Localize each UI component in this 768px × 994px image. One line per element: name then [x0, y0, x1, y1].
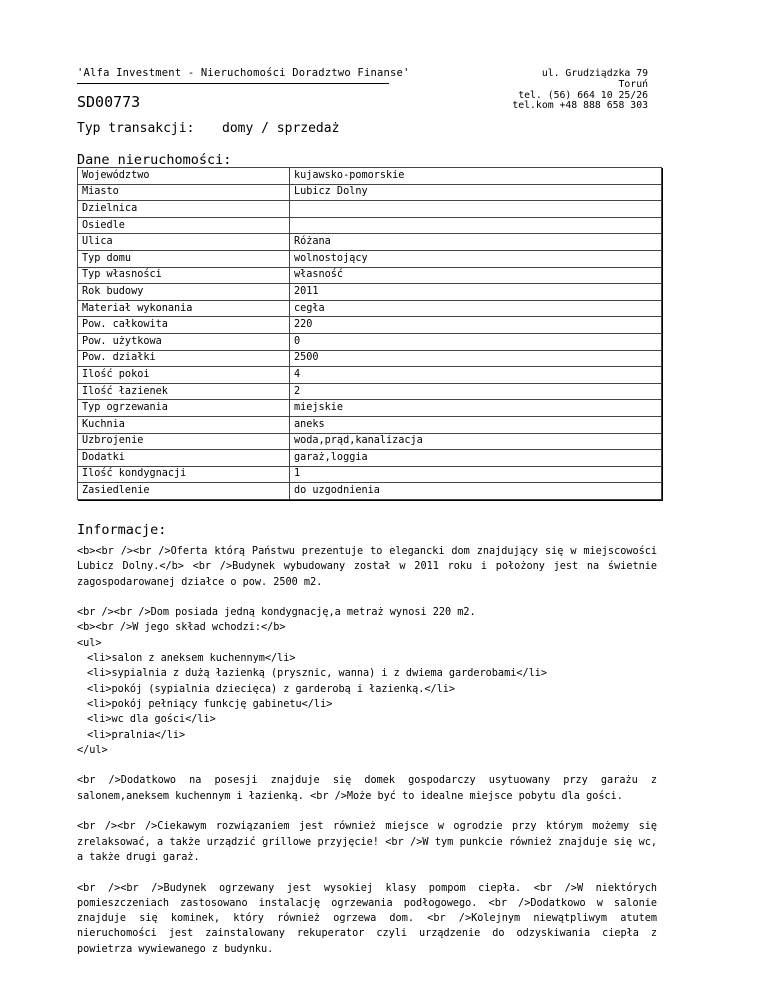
property-value — [290, 217, 662, 234]
property-value: Różana — [290, 234, 662, 251]
paragraph-spacer — [77, 865, 657, 880]
property-value: 0 — [290, 333, 662, 350]
table-row — [78, 483, 662, 500]
property-key: Województwo — [78, 168, 290, 185]
info-section-title: Informacje: — [77, 522, 167, 538]
property-key: Kuchnia — [78, 416, 290, 433]
info-paragraph: <br /><br />Budynek ogrzewany jest wysokiej klasy pompom ciepła. <br />W niektórych pomieszczeniach zastosowano instalację ogrzewania podłogowego. <br />Dodatkowo w salonie znajduje się kominek, który również ogrzewa dom. <br />Kolejnym niewątpliwym atutem nieruchomości jest zainstalowany rekuperator czyli urządzenie do odzyskiwania ciepła z powietrza wywiewanego z budynku. — [77, 882, 657, 955]
info-paragraph: <br /><br />Ciekawym rozwiązaniem jest również miejsce w ogrodzie przy którym możemy się zrelaksować, a także urządzić grillowe przyjęcie! <br />W tym punkcie również znajduje się wc, a także drugi garaż. — [77, 821, 657, 863]
transaction-type — [77, 121, 340, 136]
property-value: Lubicz Dolny — [290, 184, 662, 201]
property-key: Ulica — [78, 234, 290, 251]
property-key: Ilość kondygnacji — [78, 466, 290, 483]
table-row — [78, 217, 662, 234]
property-value: wolnostojący — [290, 250, 662, 267]
agency-name: 'Alfa Investment - Nieruchomości Doradztwo Finanse' — [77, 67, 410, 79]
property-key: Osiedle — [78, 217, 290, 234]
transaction-value: domy / sprzedaż — [222, 121, 340, 136]
table-row — [78, 201, 662, 218]
table-row — [78, 333, 662, 350]
info-paragraph: <br />Dodatkowo na posesji znajduje się domek gospodarczy usytuowany przy garażu z salonem,aneksem kuchennym i łazienką. <br />Może być to idealne miejsce pobytu dla gości. — [77, 775, 657, 802]
info-paragraph: <b><br /><br />Oferta którą Państwu prezentuje to elegancki dom znajdujący się w miejscowości Lubicz Dolny.</b> <br />Budynek wybudowany został w 2011 roku i położony jest na świetnie zagospodarowanej działce o pow. 2500 m2. — [77, 546, 657, 588]
contact-block — [512, 69, 648, 112]
property-value: do uzgodnienia — [290, 483, 662, 500]
table-row — [78, 168, 662, 185]
property-value: garaż,loggia — [290, 450, 662, 467]
list-item-line: <li>wc dla gości</li> — [87, 714, 216, 726]
table-row — [78, 416, 662, 433]
list-item-line: <li>pralnia</li> — [87, 729, 186, 741]
paragraph-spacer — [77, 590, 657, 605]
table-row — [78, 234, 662, 251]
property-value: woda,prąd,kanalizacja — [290, 433, 662, 450]
table-row — [78, 367, 662, 384]
contact-address: ul. Grudziądzka 79 — [541, 68, 648, 79]
table-row — [78, 267, 662, 284]
listing-reference: SD00773 — [77, 93, 141, 111]
table-row — [78, 184, 662, 201]
property-key: Rok budowy — [78, 284, 290, 301]
property-value: 2 — [290, 383, 662, 400]
property-value: własność — [290, 267, 662, 284]
info-paragraph: </ul> — [77, 744, 108, 756]
table-row — [78, 466, 662, 483]
property-value: 1 — [290, 466, 662, 483]
header-divider — [77, 83, 389, 84]
property-key: Dodatki — [78, 450, 290, 467]
table-row — [78, 350, 662, 367]
table-row — [78, 400, 662, 417]
property-value: kujawsko-pomorskie — [290, 168, 662, 185]
info-paragraph: <ul> — [77, 637, 102, 649]
property-value: miejskie — [290, 400, 662, 417]
property-key: Typ własności — [78, 267, 290, 284]
property-key: Ilość pokoi — [78, 367, 290, 384]
property-value — [290, 201, 662, 218]
property-value: 220 — [290, 317, 662, 334]
contact-phone: tel. (56) 664 10 25/26 — [518, 89, 648, 101]
property-value: 2500 — [290, 350, 662, 367]
property-value: 2011 — [290, 284, 662, 301]
property-key: Pow. użytkowa — [78, 333, 290, 350]
property-value: aneks — [290, 416, 662, 433]
property-key: Miasto — [78, 184, 290, 201]
table-row — [78, 284, 662, 301]
contact-mobile: tel.kom +48 888 658 303 — [512, 100, 648, 112]
paragraph-spacer — [77, 758, 657, 773]
transaction-label: Typ transakcji: — [77, 121, 195, 136]
list-item-line: <li>pokój (sypialnia dziecięca) z garderobą i łazienką.</li> — [87, 683, 456, 695]
table-row — [78, 450, 662, 467]
property-key: Typ ogrzewania — [78, 400, 290, 417]
info-paragraph: <b><br />W jego skład wchodzi:</b> — [77, 622, 286, 634]
info-paragraph: <br /><br />Dom posiada jedną kondygnację,a metraż wynosi 220 m2. — [77, 607, 476, 619]
table-row — [78, 383, 662, 400]
property-key: Uzbrojenie — [78, 433, 290, 450]
property-value: 4 — [290, 367, 662, 384]
list-item-line: <li>sypialnia z dużą łazienką (prysznic, wanna) i z dwiema garderobami</li> — [87, 668, 548, 680]
contact-city: Toruń — [618, 78, 648, 90]
property-key: Zasiedlenie — [78, 483, 290, 500]
property-key: Typ domu — [78, 250, 290, 267]
property-key: Ilość łazienek — [78, 383, 290, 400]
property-key: Materiał wykonania — [78, 300, 290, 317]
info-body — [77, 544, 657, 957]
table-row — [78, 300, 662, 317]
paragraph-spacer — [77, 804, 657, 819]
property-key: Dzielnica — [78, 201, 290, 218]
list-item-line: <li>pokój pełniący funkcję gabinetu</li> — [87, 698, 333, 710]
property-table — [77, 167, 662, 500]
property-value: cegła — [290, 300, 662, 317]
table-row — [78, 250, 662, 267]
property-key: Pow. całkowita — [78, 317, 290, 334]
property-section-title: Dane nieruchomości: — [77, 152, 232, 168]
table-row — [78, 317, 662, 334]
property-key: Pow. działki — [78, 350, 290, 367]
table-row — [78, 433, 662, 450]
list-item-line: <li>salon z aneksem kuchennym</li> — [87, 653, 296, 665]
